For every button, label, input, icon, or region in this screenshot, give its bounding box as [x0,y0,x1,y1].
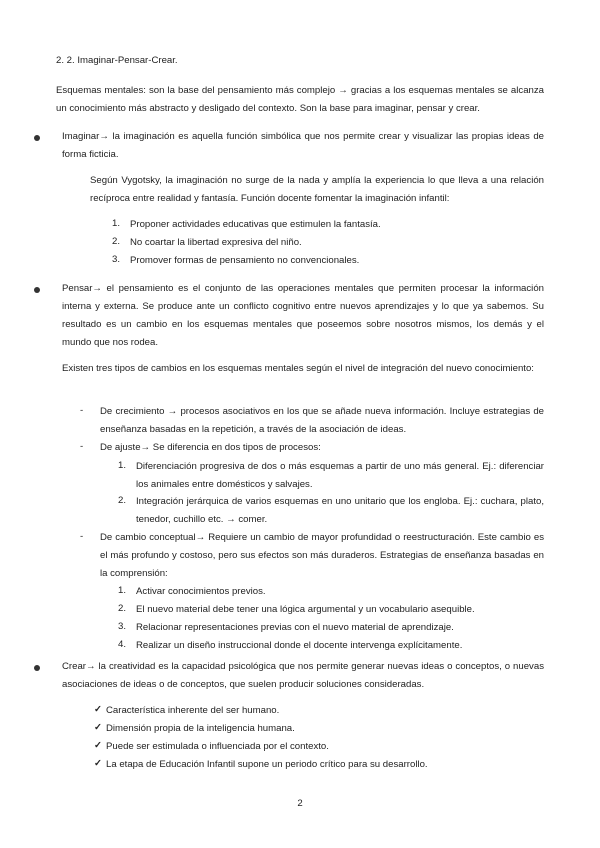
list-number: 2. [118,603,127,614]
list-item: Característica inherente del ser humano. [106,705,280,716]
list-item: Promover formas de pensamiento no convencionales. [130,255,360,266]
dash-icon: - [80,405,84,416]
dash-icon: - [80,441,84,452]
check-icon: ✓ [94,740,103,751]
list-item: El nuevo material debe tener una lógica argumental y un vocabulario asequible. [136,604,475,615]
list-item: Relacionar representaciones previas con el nuevo material de aprendizaje. [136,622,454,633]
crear-paragraph: Crear→ la creatividad es la capacidad psicológica que nos permite generar nuevas ideas o conceptos, o nuevas asociaciones de ideas o de conceptos, que suelen producir soluciones consideradas. [62,661,544,690]
list-item: Dimensión propia de la inteligencia humana. [106,723,295,734]
list-item: Diferenciación progresiva de dos o más esquemas a partir de uno más general. Ej.: diferenciar los animales entre domésticos y salvajes. [136,461,544,490]
crecimiento-paragraph: De crecimiento → procesos asociativos en los que se añade nueva información. Incluye estrategias de enseñanza basadas en la repetición, a través de la asociación de ideas. [100,406,544,435]
list-item: Proponer actividades educativas que estimulen la fantasía. [130,219,381,230]
list-item: Integración jerárquica de varios esquemas en uno unitario que los engloba. Ej.: cuchara, plato, tenedor, cuchillo etc. → comer. [136,496,544,525]
check-icon: ✓ [94,722,103,733]
imaginar-paragraph: Imaginar→ la imaginación es aquella función simbólica que nos permite crear y visualizar las propias ideas de forma ficticia. [62,131,544,160]
section-heading: 2. 2. Imaginar-Pensar-Crear. [56,55,178,66]
tipos-intro-paragraph: Existen tres tipos de cambios en los esquemas mentales según el nivel de integración del nuevo conocimiento: [62,363,534,374]
vygotsky-paragraph: Según Vygotsky, la imaginación no surge de la nada y amplía la experiencia lo que lleva a una relación recíproca entre realidad y fantasía. Función docente fomentar la imaginación infantil: [90,175,544,204]
list-item: Puede ser estimulada o influenciada por el contexto. [106,741,329,752]
list-item: Realizar un diseño instruccional donde el docente intervenga explícitamente. [136,640,463,651]
check-icon: ✓ [94,758,103,769]
list-item: No coartar la libertad expresiva del niño. [130,237,302,248]
list-number: 1. [112,218,121,229]
list-number: 1. [118,585,127,596]
list-item: Activar conocimientos previos. [136,586,266,597]
dash-icon: - [80,531,84,542]
intro-paragraph: Esquemas mentales: son la base del pensamiento más complejo → gracias a los esquemas mentales se alcanza un conocimiento más abstracto y desligado del contexto. Son la base para imaginar, pensar y crear. [56,85,544,114]
bullet-icon [34,135,40,141]
conceptual-paragraph: De cambio conceptual→ Requiere un cambio de mayor profundidad o reestructuración. Este cambio es el más profundo y costoso, pero sus efectos son más duraderos. Estrategias de enseñanza basadas en la comprensión: [100,532,544,579]
list-number: 4. [118,639,127,650]
list-number: 2. [112,236,121,247]
list-item: La etapa de Educación Infantil supone un periodo crítico para su desarrollo. [106,759,428,770]
list-number: 3. [118,621,127,632]
page-number: 2 [297,798,303,809]
ajuste-paragraph: De ajuste→ Se diferencia en dos tipos de procesos: [100,442,321,453]
bullet-icon [34,665,40,671]
pensar-paragraph: Pensar→ el pensamiento es el conjunto de las operaciones mentales que permiten procesar la información interna y externa. Se produce ante un conflicto cognitivo entre nuevos aprendizajes y lo que ya sabemos. Su resultado es un cambio en los esquemas mentales que poseemos sobre nosotros mismos, los demás y el mundo que nos rodea. [62,283,544,348]
bullet-icon [34,287,40,293]
list-number: 2. [118,495,127,506]
list-number: 3. [112,254,121,265]
list-number: 1. [118,460,127,471]
check-icon: ✓ [94,704,103,715]
